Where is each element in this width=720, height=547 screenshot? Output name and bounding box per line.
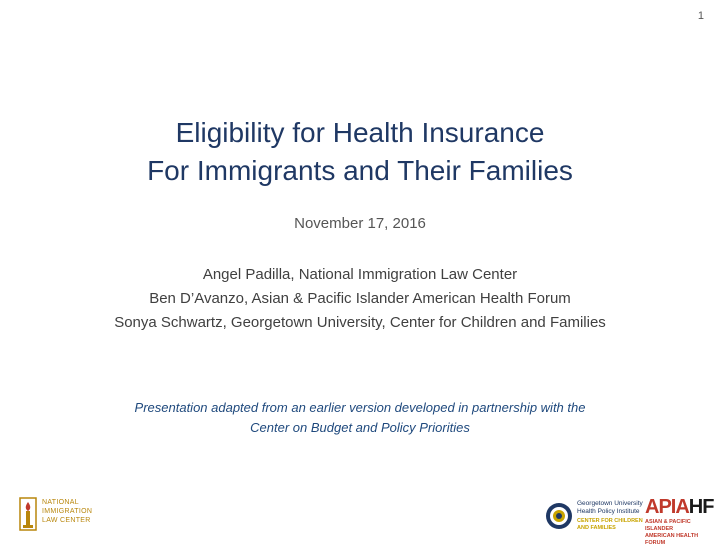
nilc-text-line: IMMIGRATION [42, 508, 93, 515]
apiahf-subtitle [645, 519, 717, 547]
author-item: Angel Padilla, National Immigration Law Center [202, 266, 518, 283]
nilc-text-line: LAW CENTER [42, 517, 91, 524]
author-item: Ben D’Avanzo, Asian & Pacific Islander American Health Forum [149, 290, 571, 307]
georgetown-subtitle [577, 518, 643, 532]
gu-sub-line: CENTER FOR CHILDREN [577, 518, 643, 524]
nilc-wordmark [42, 498, 92, 525]
author-item: Sonya Schwartz, Georgetown University, Center for Children and Families [114, 314, 606, 331]
apiahf-sub-line: ASIAN & PACIFIC ISLANDER [645, 519, 691, 532]
apiahf-logo [645, 496, 717, 546]
title-line-1: Eligibility for Health Insurance [175, 117, 545, 148]
nilc-text-line: NATIONAL [42, 499, 79, 506]
slide-number: 1 [697, 10, 704, 22]
apiahf-wordmark [645, 496, 713, 519]
adaptation-note [40, 398, 680, 438]
apiahf-part-b: HF [688, 496, 714, 518]
presentation-date: November 17, 2016 [294, 215, 426, 232]
apiahf-sub-line: AMERICAN HEALTH FORUM [645, 533, 699, 546]
gu-text-line: Health Policy Institute [577, 508, 640, 515]
title-line-2: For Immigrants and Their Families [147, 155, 573, 186]
nilc-torch-icon [18, 492, 38, 532]
georgetown-wordmark [577, 500, 643, 516]
gu-text-line: Georgetown University [577, 500, 643, 507]
slide-title [0, 114, 720, 190]
note-line-2: Center on Budget and Policy Priorities [250, 420, 470, 435]
georgetown-seal-icon [545, 502, 573, 530]
georgetown-logo [545, 498, 643, 536]
apiahf-part-a: APIA [645, 496, 689, 518]
nilc-logo [18, 492, 98, 534]
author-list [60, 263, 660, 335]
gu-sub-line: AND FAMILIES [577, 525, 616, 531]
note-line-1: Presentation adapted from an earlier version developed in partnership with the [134, 400, 586, 415]
